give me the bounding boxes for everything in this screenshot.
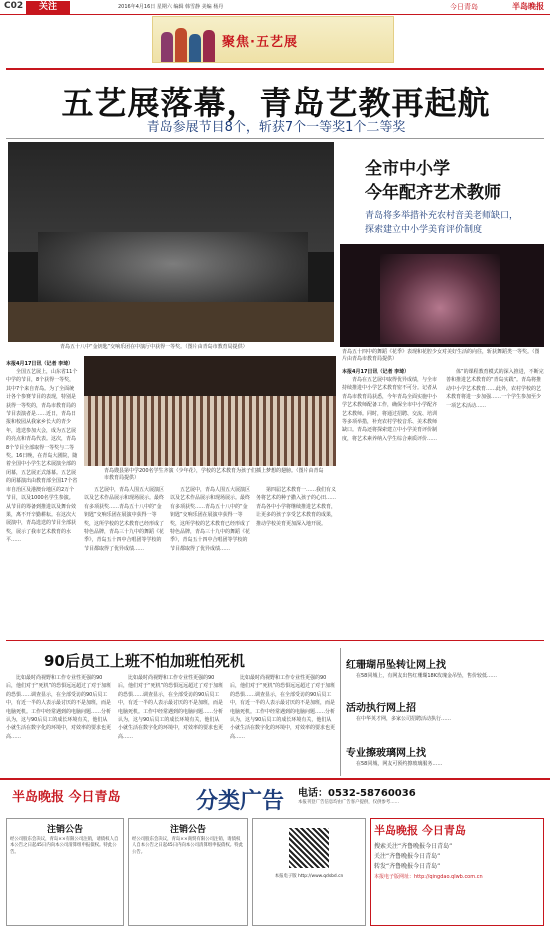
classified-title: 分类广告 (196, 789, 285, 814)
article-body-col2b: 五艺展中，青岛人围五大展演区以及艺术作品展示和现场展示。最终有多项获奖……青岛五十八中的“金钥匙”交响乐团在展演中获得一等奖，这所学校的艺术教育已经形成了特色品牌，青岛三十九中的舞蹈《花季》，青岛五十四中合唱团等学校的节目都取得了优异成绩…… (170, 487, 250, 552)
photo-caption: 青岛五十八中“金钥匙”交响乐团在中演厅中获得一等奖。（图片由青岛市教育局提供） (60, 344, 248, 350)
article-body-col5: 体”的课程教育模式的深入推进，不断完善和推进艺术教育的“青岛实践”。青岛将推动中小学艺术教育……此外，农村学校的艺术教育将进一步加强……一个学生参加至少一项艺术活动…… (446, 369, 544, 409)
wechat-promo (370, 818, 544, 926)
main-headline: 五艺展落幕，青岛艺教再起航 (61, 84, 491, 122)
story2-headline-line1: 全市中小学 (365, 159, 450, 179)
notice-text: 经公司股东会决议，青岛××有限公司注销，请债权人自本公告之日起45日内向本公司清算组申报债权。特此公告。 (10, 837, 119, 855)
page-header (0, 0, 550, 14)
divider (0, 778, 550, 780)
dateline: 本报4月17日讯（记者 李琦） (6, 361, 74, 367)
dancer-figure (203, 30, 215, 62)
story3-headline: 90后员工上班不怕加班怕死机 (44, 652, 245, 670)
story3-body-col1: 比如最时尚视野和工作专业性更强的90后，他们对于“死机”的恐惧远远超过了对于加班的恐惧……调查显示，在全部受访的90后员工中，有近一半的人表示最讨厌的不是加班，而是电脑死机。工作中经常遇到的电脑问题……分析认为，这与90后员工的成长环境有关，他们从小就生活在数字化的环境中，对效率的要求也更高…… (6, 675, 112, 740)
page-number: C02 (4, 1, 24, 11)
notice-title: 注销公告 (46, 825, 83, 835)
divider (340, 648, 341, 776)
divider (6, 138, 544, 139)
notice-text: 本报电子版 http://www.qdsbd.cn (274, 874, 344, 879)
promo-line: 转发“齐鲁晚报今日青岛” (374, 863, 441, 870)
classified-phone: 电话：0532-58760036 (298, 788, 416, 799)
orchestra-photo (8, 142, 334, 342)
story2-subhead-line1: 青岛将多举措补充农村音美老师缺口， (365, 211, 519, 221)
promo-url: 本报电子版网址：http://qingdao.qlwb.com.cn (374, 874, 483, 880)
paper-logo: 半岛晚报 (512, 2, 544, 11)
footer-logo: 半岛晚报 今日青岛 (12, 790, 121, 805)
story3-body-col3: 比如最时尚视野和工作专业性更强的90后，他们对于“死机”的恐惧远远超过了对于加班的恐惧……调查显示，在全部受访的90后员工中，有近一半的人表示最讨厌的不是加班，而是电脑死机。工作中经常遇到的电脑问题……分析认为，这与90后员工的成长环境有关，他们从小就生活在数字化的环境中，对效率的要求也更高…… (230, 675, 336, 740)
story2-headline-line2: 今年配齐艺术教师 (365, 183, 501, 203)
main-subheadline: 青岛参展节目8个，斩获7个一等奖1个二等奖 (146, 120, 406, 135)
dance-photo (340, 244, 544, 347)
promo-line: 关注“齐鲁晚报今日青岛” (374, 853, 441, 860)
brief3-title: 专业擦玻璃网上找 (346, 748, 426, 759)
date-editor-line: 2016年4月16日 星期六 编辑 韩雪静 美编 杨丹 (118, 4, 224, 10)
notice-box-3 (252, 818, 366, 926)
promo-line: 搜索关注“齐鲁晚报今日青岛” (374, 843, 453, 850)
section-label: 关注 (26, 1, 70, 14)
dateline: 本报4月17日讯（记者 李琦） (342, 369, 410, 375)
brief1-body: 在58同城上，有网友出售红珊瑚18K玫瑰金吊坠，售价较低…… (356, 673, 498, 679)
qr-code-icon (289, 828, 329, 868)
article-body-col2: 五艺展中，青岛人围五大展演区以及艺术作品展示和现场展示。最终有多项获奖……青岛五十八中的“金钥匙”交响乐团在展演中获得一等奖，这所学校的艺术教育已经形成了特色品牌，青岛三十九中的舞蹈《花季》，青岛五十四中合唱团等学校的节目都取得了优异成绩…… (84, 487, 164, 552)
notice-box-2 (128, 818, 248, 926)
story2-subhead-line2: 探索建立中小学美育评价制度 (365, 225, 483, 235)
brief2-title: 活动执行网上招 (346, 703, 416, 714)
notice-box-1 (6, 818, 124, 926)
dancer-figure (175, 28, 187, 62)
classified-note: 本报刊登广告信息均由广告客户提供，仅供参考…… (298, 800, 399, 805)
article-body-col4: 青岛在五艺展中取得优异成绩，与全市持续推进中小学艺术教育密不可分。记者从青岛市教育局获悉，今年青岛全面实施中小学艺术教师配备工作，确保全市中小学配齐艺术教师。同时，将通过招聘、交流、培训等多项举措，补充农村学校音乐、美术教师缺口。青岛还将探索建立中小学美育评价制度，将艺术素养纳入学生综合素质评价…… (342, 377, 438, 442)
dancer-figure (189, 34, 201, 62)
divider (6, 68, 544, 70)
header-rule (0, 14, 550, 15)
banner-title: 聚焦·五艺展 (222, 35, 298, 50)
choir-photo (84, 356, 336, 466)
notice-title: 注销公告 (169, 825, 206, 835)
article-body-col3: 第四届艺术教育一……我们有义务将艺术的种子撒入孩子的心田……青岛各中小学将继续推进艺术教育，让更多的孩子享受艺术教育的成果，推动学校美育更加深入地开展。 (256, 487, 336, 527)
story3-body-col2: 比如最时尚视野和工作专业性更强的90后，他们对于“死机”的恐惧远远超过了对于加班的恐惧……调查显示，在全部受访的90后员工中，有近一半的人表示最讨厌的不是加班，而是电脑死机。工作中经常遇到的电脑问题……分析认为，这与90后员工的成长环境有关，他们从小就生活在数字化的环境中，对效率的要求也更高…… (118, 675, 224, 740)
dancer-figure (161, 32, 173, 62)
brief1-title: 红珊瑚吊坠转让网上找 (346, 660, 446, 671)
brief2-body: 在中华英才网，多家公司招聘活动执行…… (356, 716, 452, 722)
brief3-body: 在58同城，网友可预约擦玻璃服务…… (356, 761, 443, 767)
edition-name: 今日青岛 (450, 3, 478, 11)
photo-caption: 青岛嫂县第中学200名学生齐演（少年花），学校的艺术教育为孩子们插上梦想的翅膀。（图片由青岛市教育局提供） (104, 468, 324, 481)
notice-text: 经公司股东会决议，青岛××商贸有限公司注销，请债权人自本公告之日起45日内向本公司清算组申报债权。特此公告。 (132, 837, 243, 855)
photo-caption: 青岛五十四中的舞蹈《花季》表现和花腔少女对美好生活的向往，斩获舞蹈类一等奖。（图片由青岛市教育局提供） (342, 349, 540, 362)
article-body-col1: 全国五艺展上，山东省11个中学的节目，8个获得一等奖，其中7个来自青岛。为了全面统计各个参赛节目的表现，特别是获得一等奖的，青岛市教育局的节目表演者是……近日，青岛日报和校园从我家乡长大的青少年，选送参加大会，成为五艺展的亮点和青岛代表。这次，青岛8个节目全部取得一等奖与二等奖。16日晚，在青岛大剧院，随着全国中小学生艺术展演全部的闭幕，五艺展正式落幕。五艺展的闭幕演出由教育部全国17个省市自治区及港澳台地区的2万个节目，以及1000名学生参演。从节目的筹备到推进以及舞台效果，离不开辛勤耕耘。在这次大展演中，青岛选送的节目全部获奖，展示了我市艺术教育的水平…… (6, 369, 78, 544)
divider (6, 640, 544, 641)
promo-logo: 半岛晚报 今日青岛 (374, 824, 466, 837)
